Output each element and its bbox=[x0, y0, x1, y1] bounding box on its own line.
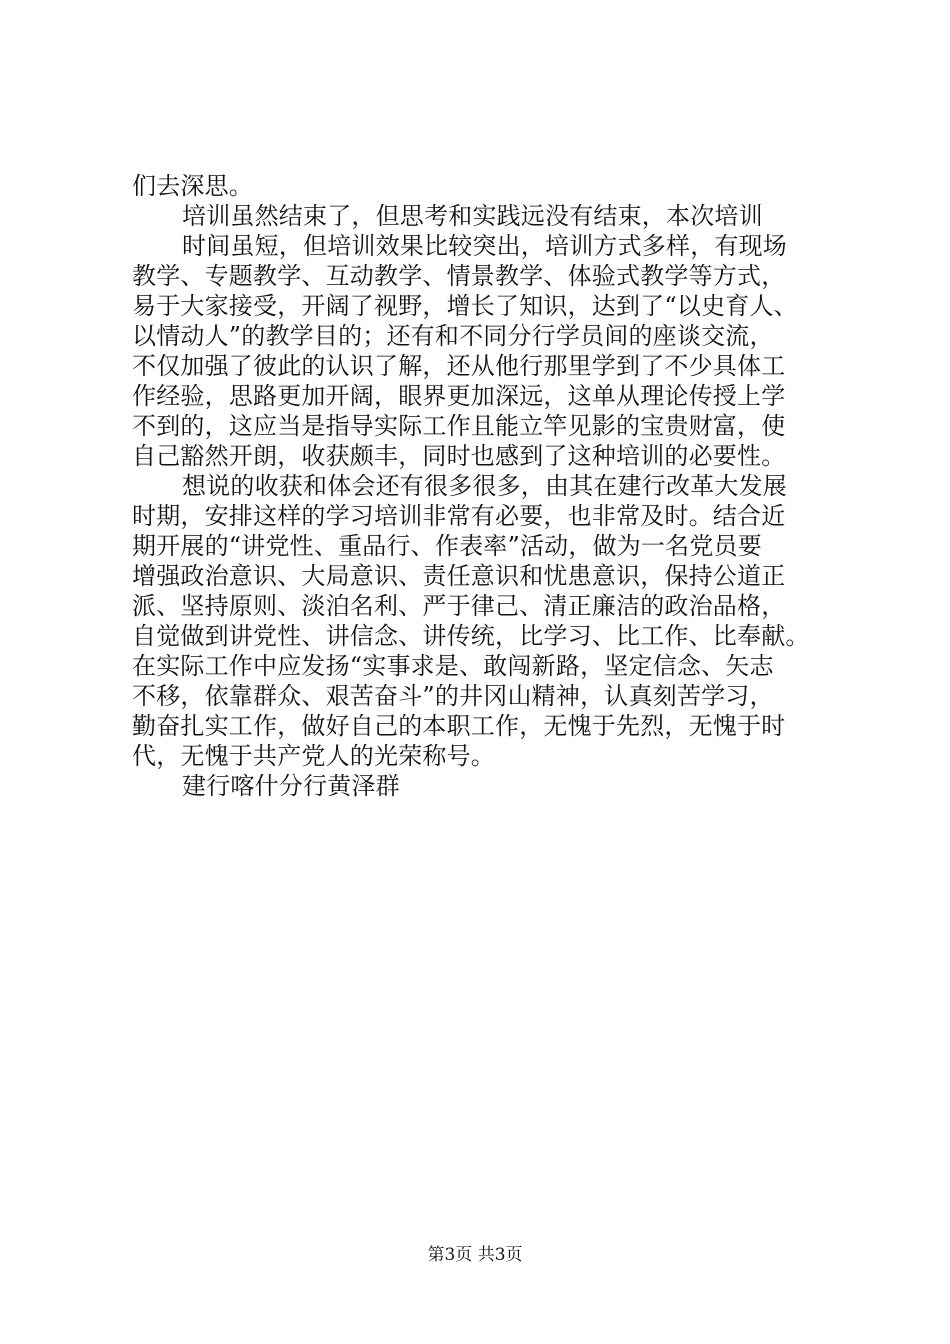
text-line: 时期，安排这样的学习培训非常有必要，也非常及时。结合近 bbox=[132, 502, 786, 530]
text-line: 们去深思。 bbox=[132, 172, 253, 200]
text-line: 培训虽然结束了，但思考和实践远没有结束，本次培训 bbox=[182, 202, 763, 230]
text-line: 代，无愧于共产党人的光荣称号。 bbox=[132, 742, 495, 770]
text-line: 不仅加强了彼此的认识了解，还从他行那里学到了不少具体工 bbox=[132, 352, 786, 380]
text-line: 以情动人”的教学目的；还有和不同分行学员间的座谈交流， bbox=[132, 322, 774, 350]
text-line: 自己豁然开朗，收获颇丰，同时也感到了这种培训的必要性。 bbox=[132, 442, 786, 470]
text-line: 不移，依靠群众、艰苦奋斗”的井冈山精神，认真刻苦学习， bbox=[132, 682, 774, 710]
text-line: 时间虽短，但培训效果比较突出，培训方式多样，有现场 bbox=[182, 232, 787, 260]
text-line: 想说的收获和体会还有很多很多，由其在建行改革大发展 bbox=[182, 472, 787, 500]
text-line: 勤奋扎实工作，做好自己的本职工作，无愧于先烈，无愧于时 bbox=[132, 712, 786, 740]
text-line: 不到的，这应当是指导实际工作且能立竿见影的宝贵财富，使 bbox=[132, 412, 786, 440]
author-signature: 建行喀什分行黄泽群 bbox=[182, 772, 400, 800]
text-line: 期开展的“讲党性、重品行、作表率”活动，做为一名党员要 bbox=[132, 532, 762, 560]
text-line: 派、坚持原则、淡泊名利、严于律己、清正廉洁的政治品格， bbox=[132, 592, 786, 620]
text-line: 自觉做到讲党性、讲信念、讲传统，比学习、比工作、比奉献。 bbox=[132, 622, 810, 650]
text-line: 易于大家接受，开阔了视野，增长了知识，达到了“以史育人、 bbox=[132, 292, 798, 320]
text-line: 增强政治意识、大局意识、责任意识和忧患意识，保持公道正 bbox=[132, 562, 786, 590]
text-line: 教学、专题教学、互动教学、情景教学、体验式教学等方式， bbox=[132, 262, 786, 290]
page-number-footer: 第3页 共3页 bbox=[427, 1245, 523, 1265]
text-line: 作经验，思路更加开阔，眼界更加深远，这单从理论传授上学 bbox=[132, 382, 786, 410]
text-line: 在实际工作中应发扬“实事求是、敢闯新路，坚定信念、矢志 bbox=[132, 652, 774, 680]
